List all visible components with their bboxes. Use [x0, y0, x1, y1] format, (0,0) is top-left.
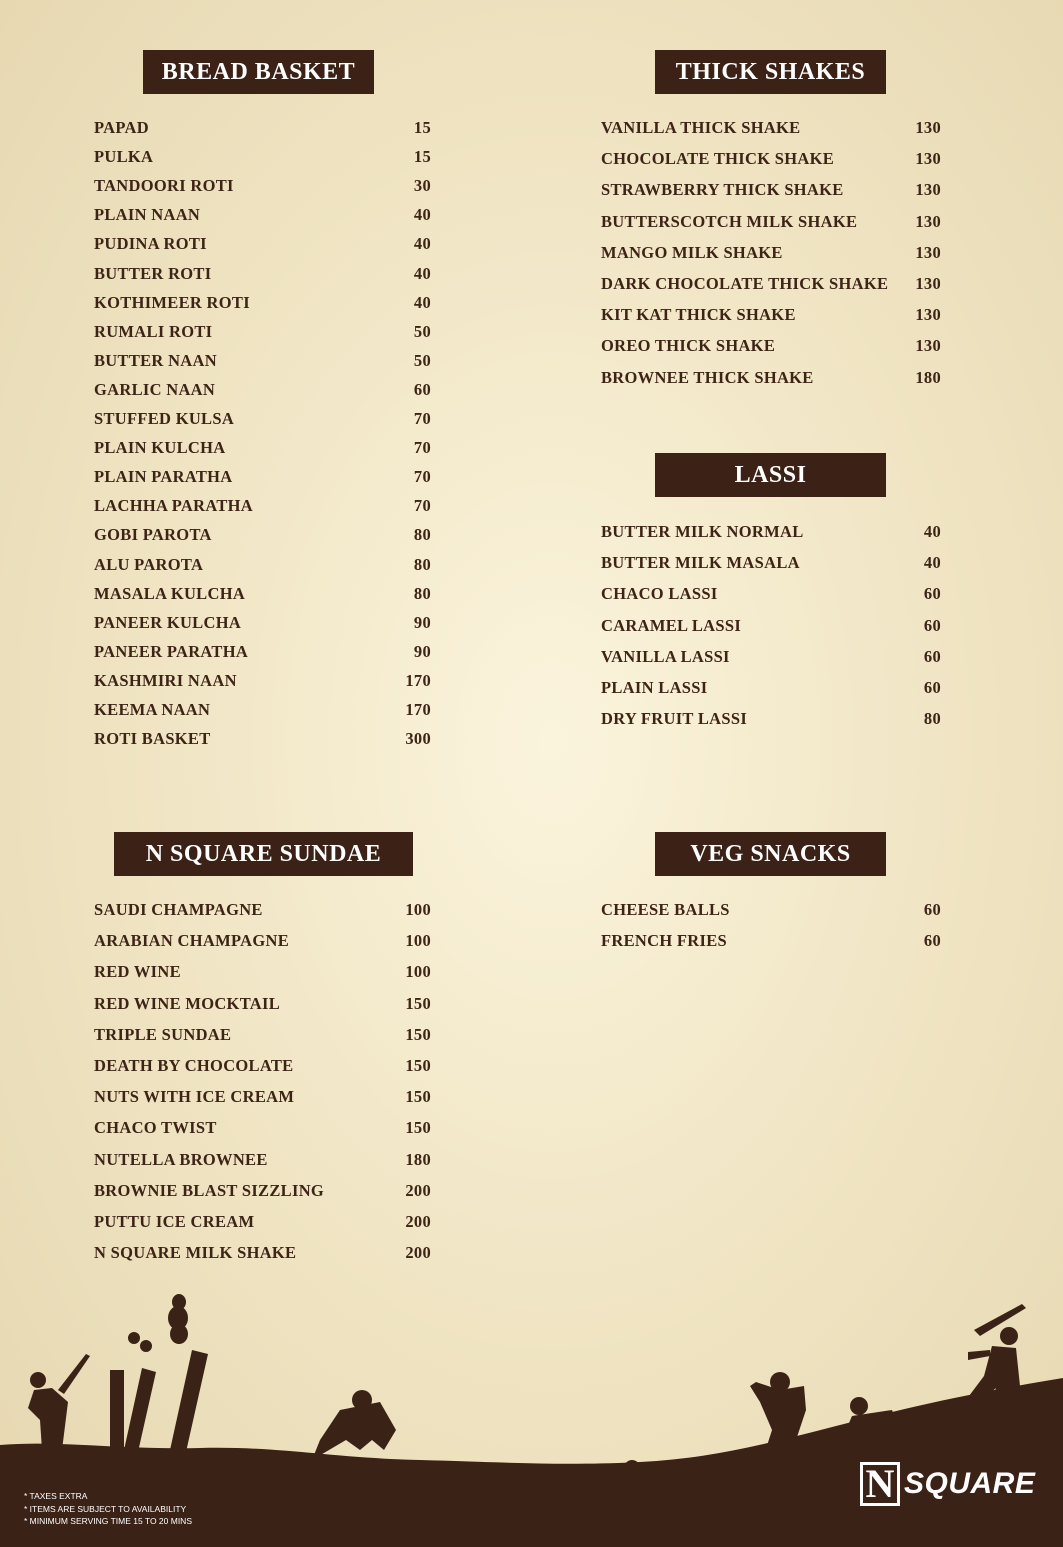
n-square-logo: [860, 1462, 1035, 1506]
veg-snacks-heading: VEG SNACKS: [655, 832, 886, 876]
menu-item-price: 200: [405, 1180, 431, 1200]
menu-item-row: [601, 900, 941, 920]
menu-item-name: BUTTERSCOTCH MILK SHAKE: [601, 211, 858, 231]
batsman-left-silhouette: [28, 1354, 90, 1450]
menu-item-price: 40: [923, 553, 941, 573]
menu-item-name: OREO THICK SHAKE: [601, 336, 776, 356]
menu-item-price: 60: [923, 931, 941, 951]
menu-item-name: KOTHIMEER ROTI: [94, 292, 250, 312]
menu-item-name: ROTI BASKET: [94, 729, 211, 749]
menu-item-name: RUMALI ROTI: [94, 321, 213, 341]
menu-item-price: 80: [413, 554, 431, 574]
menu-item-price: 50: [413, 350, 431, 370]
menu-item-price: 80: [413, 525, 431, 545]
menu-item-name: CHACO LASSI: [601, 584, 718, 604]
menu-item-price: 200: [405, 1212, 431, 1231]
logo-n-letter: N: [860, 1462, 900, 1506]
menu-item-name: PULKA: [94, 147, 154, 167]
menu-item-name: PAPAD: [94, 118, 149, 137]
menu-item-name: VANILLA LASSI: [601, 646, 730, 666]
menu-item-name: PUDINA ROTI: [94, 234, 207, 254]
menu-item-row: [94, 1150, 431, 1170]
veg-snacks-list: [601, 0, 941, 960]
lassi-heading: LASSI: [655, 453, 886, 497]
menu-item-price: 130: [915, 118, 941, 137]
menu-item-price: 90: [413, 641, 431, 661]
menu-item-name: CARAMEL LASSI: [601, 615, 742, 635]
menu-item-price: 180: [915, 367, 941, 387]
menu-item-price: 150: [405, 1056, 431, 1075]
menu-item-name: MANGO MILK SHAKE: [601, 242, 783, 262]
menu-item-price: 150: [405, 1118, 431, 1138]
footnote-serving-time: * MINIMUM SERVING TIME 15 TO 20 MINS: [24, 1516, 192, 1526]
thick-shakes-heading: THICK SHAKES: [655, 50, 886, 94]
menu-item-price: 90: [413, 612, 431, 632]
menu-item-row: [601, 931, 941, 951]
menu-item-name: TANDOORI ROTI: [94, 176, 234, 196]
menu-item-name: GARLIC NAAN: [94, 379, 216, 399]
menu-item-name: FRENCH FRIES: [601, 931, 727, 951]
menu-item-row: [94, 931, 431, 951]
menu-item-name: STUFFED KULSA: [94, 409, 235, 428]
menu-item-row: [94, 1025, 431, 1045]
menu-item-price: 80: [413, 583, 431, 603]
menu-item-name: STRAWBERRY THICK SHAKE: [601, 180, 844, 200]
menu-item-price: 130: [915, 336, 941, 356]
menu-item-price: 100: [405, 931, 431, 951]
menu-item-row: [94, 1118, 431, 1138]
menu-item-row: [94, 1087, 431, 1107]
footnotes: [24, 1490, 192, 1528]
menu-item-name: KIT KAT THICK SHAKE: [601, 305, 796, 325]
menu-item-name: N SQUARE MILK SHAKE: [94, 1243, 297, 1263]
menu-item-name: KEEMA NAAN: [94, 700, 211, 719]
menu-item-row: [94, 962, 431, 982]
menu-item-price: 300: [405, 729, 431, 749]
menu-item-name: ALU PAROTA: [94, 554, 204, 574]
footnote-taxes: * TAXES EXTRA: [24, 1491, 88, 1501]
menu-item-name: BUTTER ROTI: [94, 263, 212, 283]
menu-item-price: 150: [405, 993, 431, 1013]
bread-basket-heading: BREAD BASKET: [143, 50, 374, 94]
menu-item-name: BUTTER MILK NORMAL: [601, 522, 804, 541]
menu-item-price: 15: [413, 118, 431, 137]
menu-item-name: BROWNEE THICK SHAKE: [601, 367, 814, 387]
menu-item-name: KASHMIRI NAAN: [94, 670, 237, 690]
menu-item-name: TRIPLE SUNDAE: [94, 1024, 232, 1044]
menu-item-price: 70: [413, 496, 431, 516]
menu-item-name: BUTTER MILK MASALA: [601, 553, 800, 573]
menu-item-name: VANILLA THICK SHAKE: [601, 118, 801, 137]
menu-item-name: CHACO TWIST: [94, 1118, 217, 1138]
menu-item-name: PLAIN NAAN: [94, 205, 201, 225]
menu-item-price: 200: [405, 1243, 431, 1263]
menu-item-price: 60: [413, 379, 431, 399]
fielder-silhouette: [312, 1390, 396, 1460]
menu-item-row: [94, 1243, 431, 1263]
menu-item-price: 15: [413, 147, 431, 167]
menu-item-price: 130: [915, 305, 941, 325]
menu-item-name: LACHHA PARATHA: [94, 496, 253, 516]
menu-item-name: DRY FRUIT LASSI: [601, 709, 748, 729]
menu-item-price: 100: [405, 962, 431, 982]
sundae-heading: N SQUARE SUNDAE: [114, 832, 413, 876]
menu-item-price: 100: [405, 900, 431, 919]
menu-item-price: 30: [413, 176, 431, 196]
menu-item-name: DARK CHOCOLATE THICK SHAKE: [601, 274, 889, 293]
menu-item-name: GOBI PAROTA: [94, 525, 212, 545]
menu-item-price: 150: [405, 1087, 431, 1107]
menu-item-row: [94, 900, 431, 920]
menu-item-price: 130: [915, 274, 941, 293]
menu-item-price: 130: [915, 149, 941, 169]
menu-item-price: 40: [413, 205, 431, 225]
menu-item-price: 170: [405, 670, 431, 690]
menu-item-row: [94, 1056, 431, 1076]
menu-item-name: PUTTU ICE CREAM: [94, 1212, 255, 1231]
footnote-availability: * ITEMS ARE SUBJECT TO AVAILABILITY: [24, 1503, 187, 1514]
menu-item-price: 60: [923, 584, 941, 604]
menu-item-price: 40: [923, 522, 941, 541]
menu-item-name: PLAIN LASSI: [601, 678, 708, 697]
menu-item-name: PANEER PARATHA: [94, 641, 249, 661]
menu-item-price: 170: [405, 700, 431, 719]
menu-item-row: [94, 1181, 431, 1201]
menu-item-name: RED WINE MOCKTAIL: [94, 993, 281, 1013]
menu-item-price: 60: [923, 678, 941, 697]
menu-item-row: [94, 1212, 431, 1232]
menu-item-name: NUTS WITH ICE CREAM: [94, 1087, 295, 1107]
menu-item-price: 150: [405, 1024, 431, 1044]
menu-item-price: 130: [915, 180, 941, 200]
menu-item-price: 40: [413, 263, 431, 283]
menu-item-price: 70: [413, 438, 431, 458]
menu-item-name: CHEESE BALLS: [601, 900, 730, 919]
menu-item-name: DEATH BY CHOCOLATE: [94, 1056, 294, 1075]
sundae-list: [94, 0, 431, 1280]
menu-item-price: 80: [923, 709, 941, 729]
menu-item-price: 50: [413, 321, 431, 341]
menu-item-price: 180: [405, 1149, 431, 1169]
menu-item-name: RED WINE: [94, 962, 181, 982]
menu-item-price: 70: [413, 409, 431, 428]
logo-word: SQUARE: [904, 1467, 1036, 1500]
menu-item-name: PLAIN PARATHA: [94, 467, 233, 487]
menu-item-price: 70: [413, 467, 431, 487]
menu-item-price: 60: [923, 900, 941, 919]
menu-item-name: BROWNIE BLAST SIZZLING: [94, 1180, 325, 1200]
menu-item-row: [94, 994, 431, 1014]
menu-item-price: 130: [915, 211, 941, 231]
menu-item-name: ARABIAN CHAMPAGNE: [94, 931, 289, 951]
menu-item-name: BUTTER NAAN: [94, 350, 217, 370]
menu-item-price: 40: [413, 292, 431, 312]
stumps-silhouette: [110, 1294, 208, 1452]
menu-item-name: PLAIN KULCHA: [94, 438, 226, 458]
wicketkeeper-silhouette: [846, 1397, 900, 1442]
menu-item-name: CHOCOLATE THICK SHAKE: [601, 149, 835, 169]
menu-item-name: MASALA KULCHA: [94, 583, 246, 603]
menu-item-price: 40: [413, 234, 431, 254]
menu-item-price: 60: [923, 615, 941, 635]
menu-item-name: NUTELLA BROWNEE: [94, 1149, 268, 1169]
menu-item-price: 130: [915, 242, 941, 262]
menu-item-name: PANEER KULCHA: [94, 612, 242, 632]
menu-item-name: SAUDI CHAMPAGNE: [94, 900, 263, 919]
menu-item-price: 60: [923, 646, 941, 666]
